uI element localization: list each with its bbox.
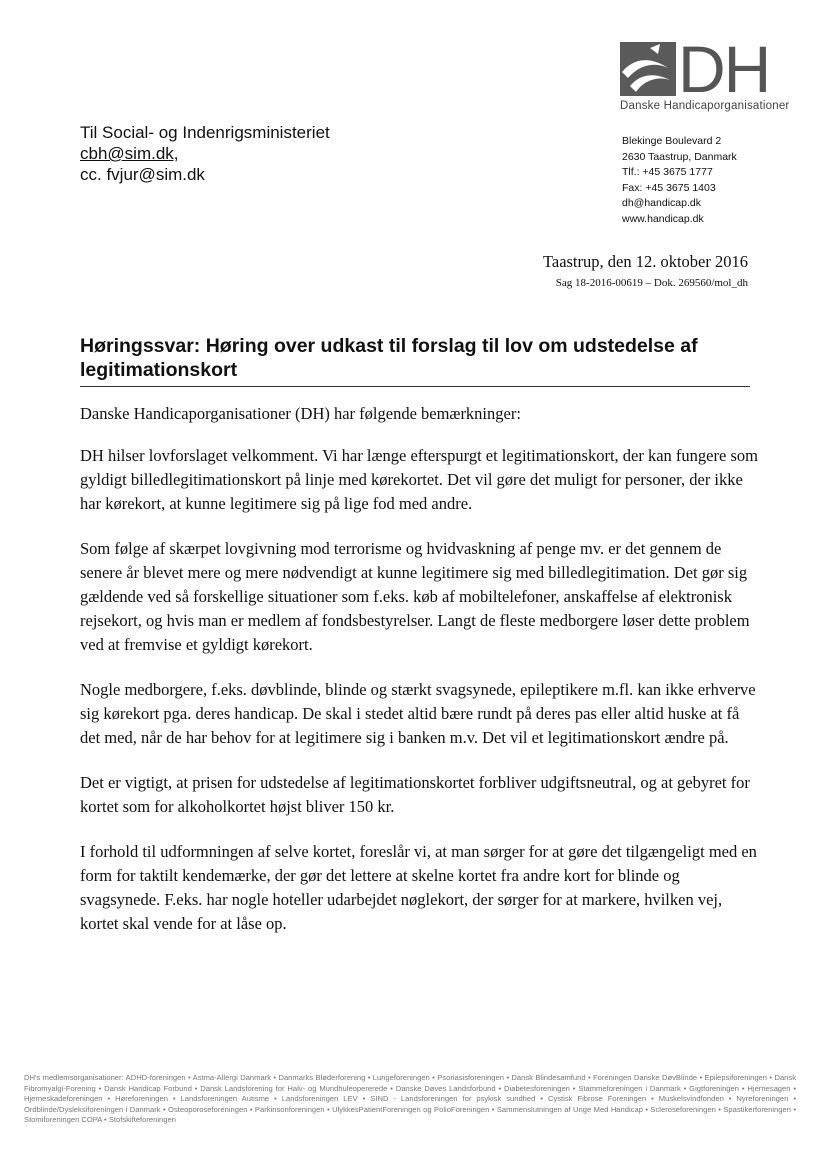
sender-address: [622, 134, 737, 227]
logo-letters: DH: [678, 32, 770, 106]
letter-title: Høringssvar: Høring over udkast til forslag til lov om udstedelse af legitimationskort: [80, 335, 698, 381]
body-paragraph-2: Som følge af skærpet lovgivning mod terrorisme og hvidvaskning af penge mv. er det gennem de senere år blevet mere og mere nødvendigt at kunne legitimere sig med billedlegitimation. Det gør sig gældende ved så forskellige situationer som f.eks. køb af mobiltelefoner, anskaffelse af elektronisk rejsekort, og hvis man er medlem af fondsbestyrelser. Langt de fleste medborgere løser dette problem ved at fremvise et gyldigt kørekort.: [80, 539, 750, 654]
sender-fax: Fax: +45 3675 1403: [622, 181, 716, 194]
recipient-block: [80, 122, 330, 185]
sender-street: Blekinge Boulevard 2: [622, 135, 722, 147]
title-divider: [80, 386, 750, 387]
logo-subtitle: Danske Handicaporganisationer: [620, 100, 790, 112]
body-paragraph-3: Nogle medborgere, f.eks. døvblinde, blinde og stærkt svagsynede, epileptikere m.fl. kan ikke erhverve sig kørekort pga. deres handicap. De skal i stedet altid bære rundt på deres pas eller altid huske at få det med, når de har behov for at legitimere sig i banken m.v. Det vil et legitimationskort ændre på.: [80, 680, 756, 747]
letter-body: [80, 402, 760, 957]
logo-emblem-icon: [620, 42, 676, 96]
letter-date: Taastrup, den 12. oktober 2016: [542, 252, 748, 271]
sender-city: 2630 Taastrup, Danmark: [622, 150, 737, 163]
recipient-name: Til Social- og Indenrigsministeriet: [80, 123, 330, 142]
body-intro: Danske Handicaporganisationer (DH) har følgende bemærkninger:: [80, 404, 521, 423]
body-paragraph-1: DH hilser lovforslaget velkomment. Vi har længe efterspurgt et legitimationskort, der kan fungere som gyldigt billedlegitimationskort på linje med kørekortet. Det vil gøre det muligt for personer, der ikke har kørekort, at kunne legitimere sig på lige fod med andre.: [80, 446, 758, 513]
recipient-cc: cc. fvjur@sim.dk: [80, 165, 205, 184]
body-paragraph-4: Det er vigtigt, at prisen for udstedelse af legitimationskortet forbliver udgiftsneutral, og at gebyret for kortet som for alkoholkortet højst bliver 150 kr.: [80, 773, 750, 816]
member-organizations-footer: DH's medlemsorganisationer: ADHD-foreningen • Astma-Allergi Danmark • Danmarks Bløderforening • Lungeforeningen • Psoriasisforeningen • Dansk Blindesamfund • Foreningen Danske DøvBlinde • Epilepsiforeningen • Dansk Fibromyalgi-Forening • Dansk Handicap Forbund • Dansk Landsforening for Halv- og Mundhuleopererede • Danske Døves Landsforbund • Diabetesforeningen • Stammeforeningen i Danmark • Gigtforeningen • Hjernesagen • Hjerneskadeforeningen • Høreforeningen • Landsforeningen Autisme • Landsforeningen LEV • SIND - Landsforeningen for psykisk sundhed • Cystisk Fibrose Foreningen • Muskelsvindfonden • Nyreforeningen • Ordblinde/Dysleksiforeningen i Danmark • Osteoporoseforeningen • Parkinsonforeningen • UlykkesPatientForeningen og PolioForeningen • Sammenslutningen af Unge Med Handicap • Scleroseforeningen • Spastikerforeningen • Stomiforeningen COPA • Stofskifteforeningen: [24, 1073, 796, 1125]
case-reference: Sag 18-2016-00619 – Dok. 269560/mol_dh: [555, 277, 748, 289]
sender-phone: Tlf.: +45 3675 1777: [622, 166, 713, 178]
recipient-email-link[interactable]: cbh@sim.dk,: [80, 144, 179, 163]
sender-web[interactable]: www.handicap.dk: [622, 212, 704, 225]
sender-email[interactable]: dh@handicap.dk: [622, 197, 701, 209]
date-block: [543, 252, 748, 289]
body-paragraph-5: I forhold til udformningen af selve kortet, foreslår vi, at man sørger for at gøre det tilgængeligt med en form for taktilt kendemærke, der gør det lettere at skelne kortet fra andre kort for blinde og svagsynede. F.eks. har nogle hoteller udarbejdet nøglekort, der sørger for at markere, hvilken vej, kortet skal vende for at låse op.: [80, 842, 757, 933]
dh-logo: [620, 32, 790, 112]
